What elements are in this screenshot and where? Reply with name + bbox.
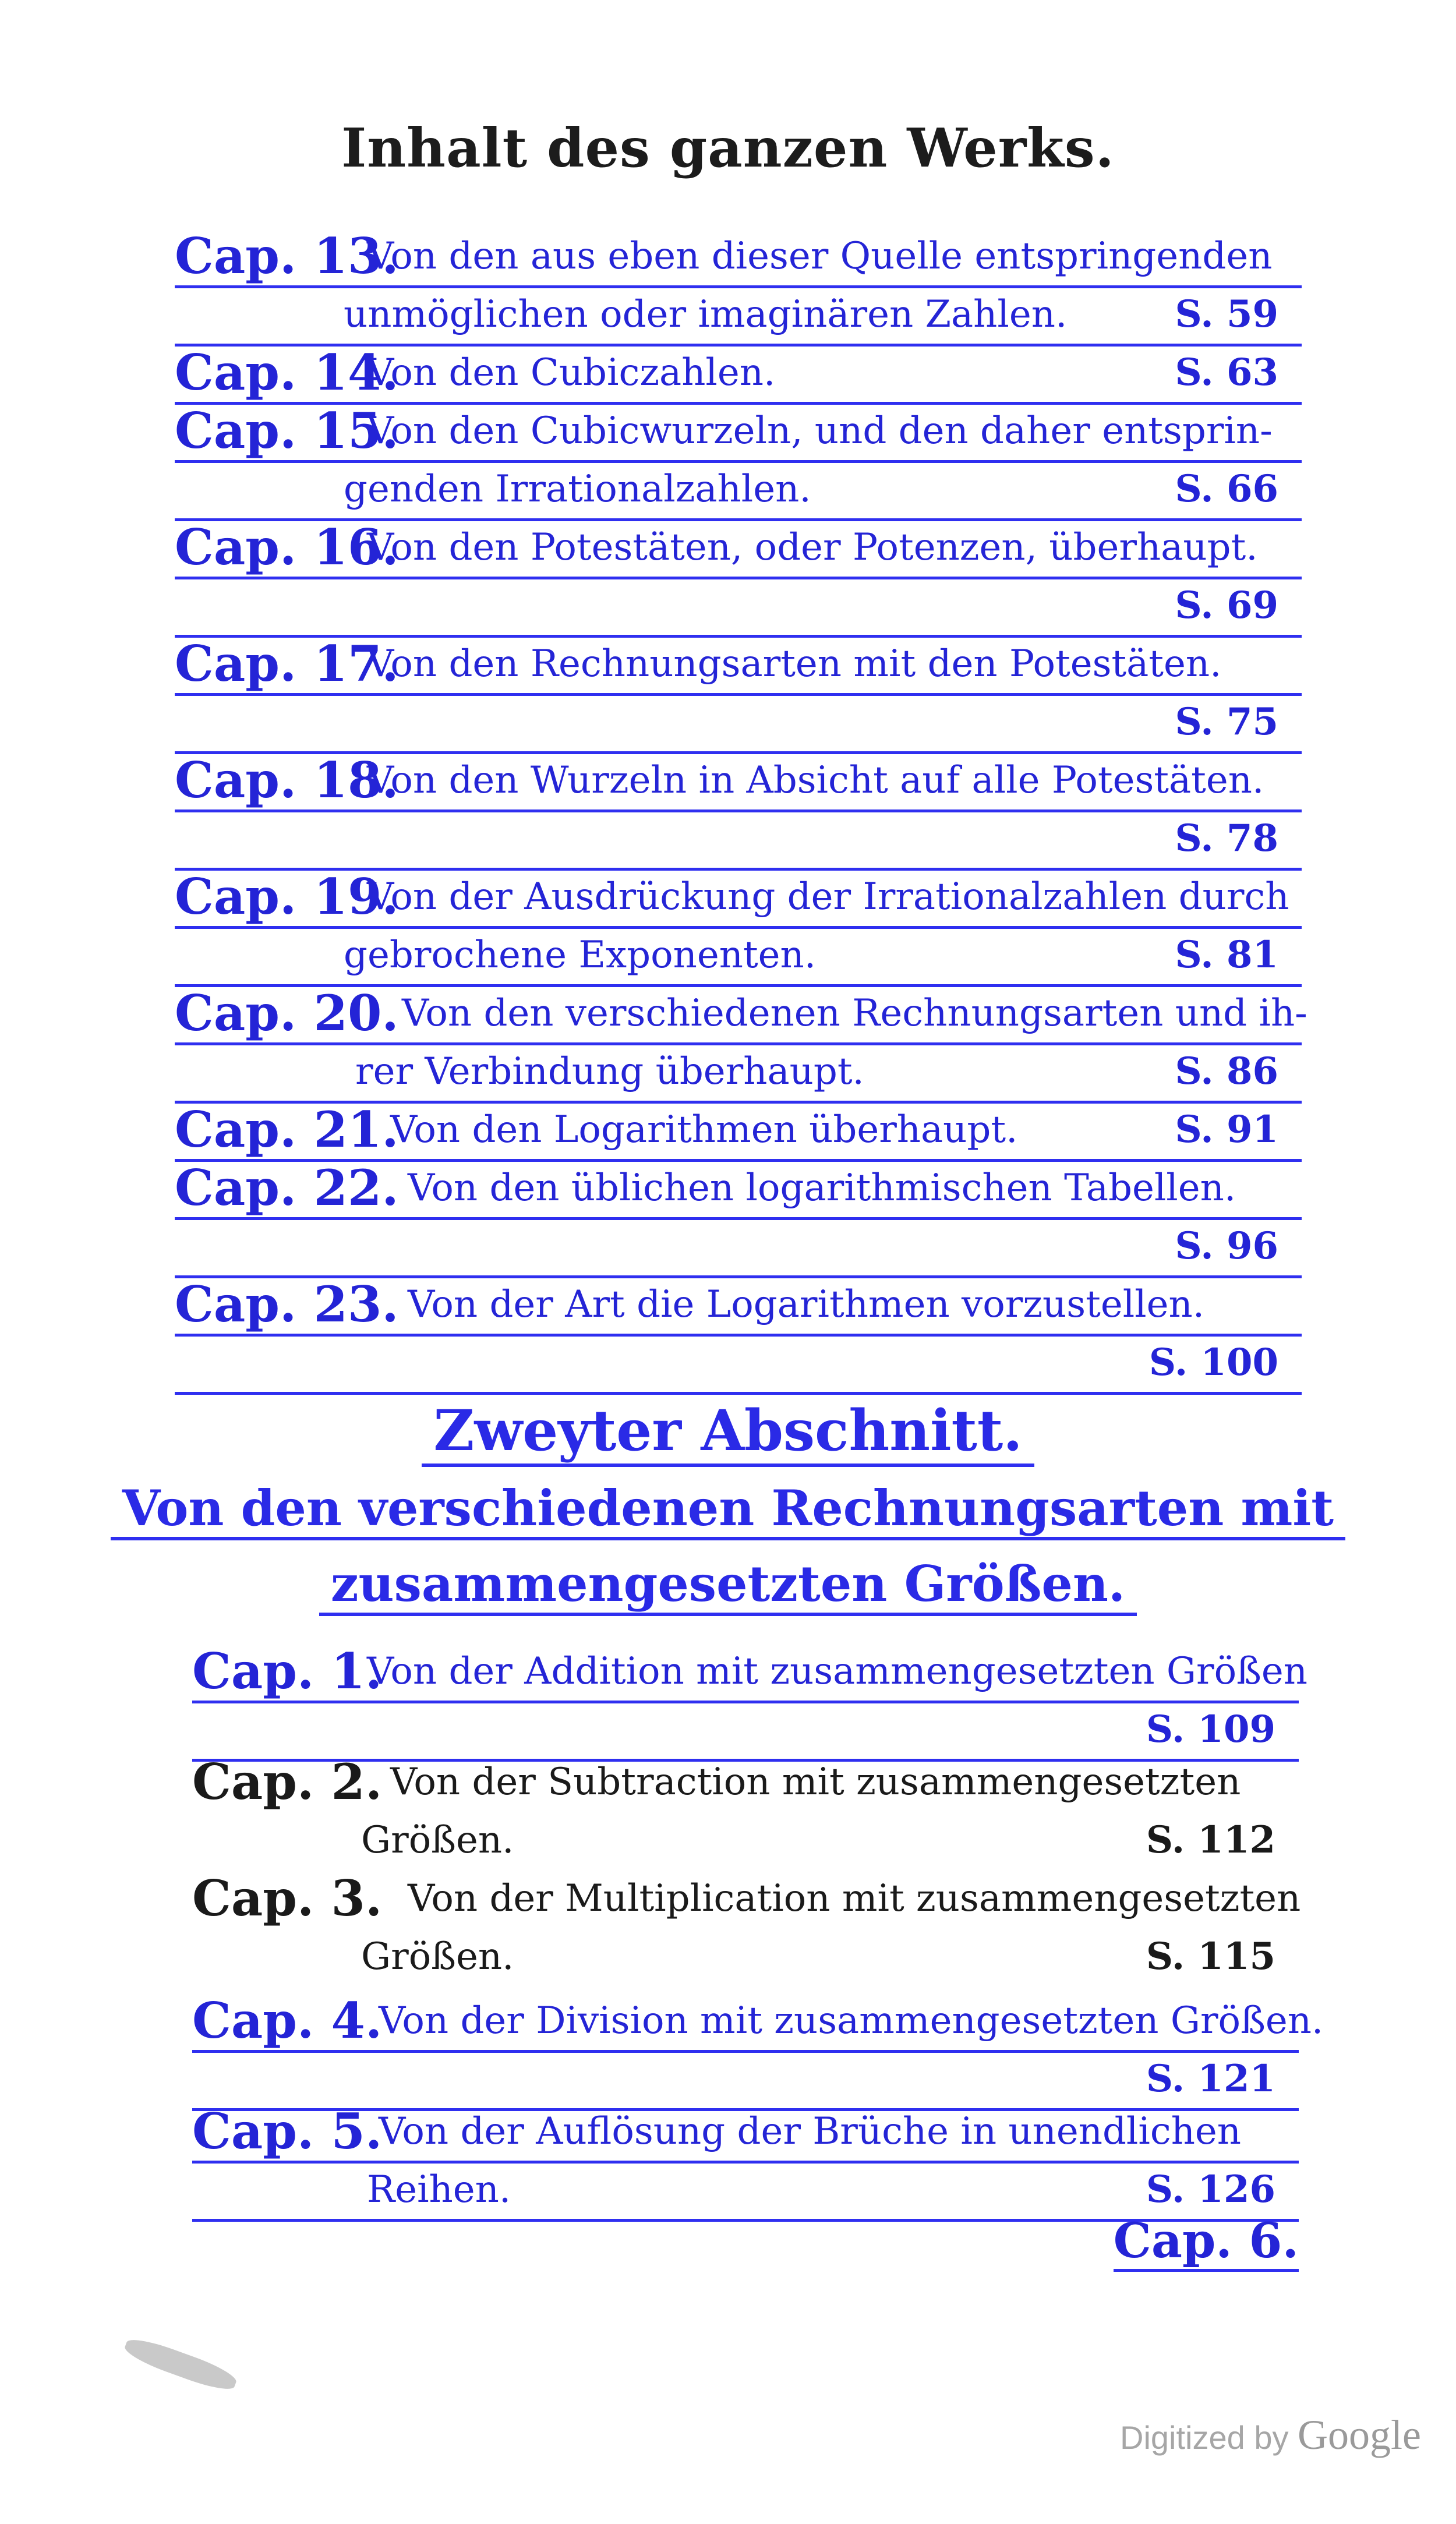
section-subtitle-line-1: Von den verschiedenen Rechnungsarten mit: [0, 1479, 1456, 1537]
chapter-title-line: genden Irrationalzahlen.: [344, 468, 811, 511]
page-reference: S. 121: [1146, 2057, 1275, 2101]
chapter-title-line: Von der Subtraction mit zusammengesetzten: [390, 1761, 1241, 1804]
chapter-title-line: Von der Auflösung der Brüche in unendlichen: [379, 2110, 1241, 2153]
chapter-number: Cap. 15.: [175, 402, 399, 459]
chapter-number: Cap. 19.: [175, 868, 399, 925]
page-reference: S. 63: [1175, 351, 1278, 394]
chapter-title-line: Von den Logarithmen überhaupt.: [390, 1108, 1018, 1151]
chapter-title-line: gebrochene Exponenten.: [344, 934, 817, 977]
chapter-number: Cap. 14.: [175, 344, 399, 401]
chapter-number: Cap. 4.: [192, 1992, 383, 2049]
chapter-number: Cap. 1.: [192, 1642, 383, 1700]
chapter-title-line: Reihen.: [367, 2168, 511, 2211]
chapter-title-line: Größen.: [361, 1819, 514, 1862]
section-subtitle-line-2: zusammengesetzten Größen.: [0, 1555, 1456, 1613]
chapter-title-line: rer Verbindung überhaupt.: [355, 1050, 864, 1093]
chapter-number: Cap. 21.: [175, 1101, 399, 1158]
chapter-number: Cap. 17.: [175, 635, 399, 692]
page-reference: S. 81: [1175, 933, 1278, 977]
chapter-number: Cap. 18.: [175, 751, 399, 809]
chapter-title-line: unmöglichen oder imaginären Zahlen.: [344, 293, 1068, 336]
section-title: Zweyter Abschnitt.: [0, 1398, 1456, 1464]
chapter-number: Cap. 13.: [175, 227, 399, 285]
chapter-title-line: Von der Division mit zusammengesetzten Größen.: [379, 1999, 1324, 2042]
chapter-title-line: Von den üblichen logarithmischen Tabellen.: [408, 1166, 1236, 1210]
chapter-title-line: Von den Wurzeln in Absicht auf alle Potestäten.: [367, 759, 1264, 802]
chapter-title-line: Von den Cubicwurzeln, und den daher entsprin-: [367, 409, 1273, 453]
chapter-title-line: Von der Multiplication mit zusammengesetzten: [408, 1877, 1301, 1920]
page-reference: S. 91: [1175, 1108, 1278, 1151]
page-reference: S. 69: [1175, 584, 1278, 627]
page-reference: S. 100: [1148, 1341, 1278, 1384]
chapter-title-line: Von den aus eben dieser Quelle entspringenden: [367, 235, 1273, 278]
page-reference: S. 109: [1146, 1708, 1275, 1751]
chapter-number: Cap. 23.: [175, 1275, 399, 1333]
running-title: Inhalt des ganzen Werks.: [341, 116, 1115, 179]
chapter-number: Cap. 5.: [192, 2102, 383, 2160]
chapter-title-line: Von den verschiedenen Rechnungsarten und ih-: [402, 992, 1307, 1035]
chapter-title-line: Von den Cubiczahlen.: [367, 351, 776, 394]
chapter-title-line: Größen.: [361, 1935, 514, 1978]
chapter-number: Cap. 3.: [192, 1869, 383, 1927]
chapter-number: Cap. 2.: [192, 1753, 383, 1811]
page-reference: S. 86: [1175, 1049, 1278, 1093]
page-reference: S. 78: [1175, 816, 1278, 860]
chapter-number: Cap. 20.: [175, 984, 399, 1042]
chapter-number: Cap. 16.: [175, 518, 399, 576]
chapter-title-line: Von der Ausdrückung der Irrationalzahlen durch: [367, 875, 1289, 918]
chapter-title-line: Von den Potestäten, oder Potenzen, überhaupt.: [367, 526, 1258, 569]
page-reference: S. 75: [1175, 700, 1278, 744]
page-reference: S. 126: [1146, 2168, 1275, 2211]
page-reference: S. 112: [1146, 1818, 1275, 1862]
chapter-title-line: Von der Art die Logarithmen vorzustellen.: [408, 1283, 1205, 1326]
page-reference: S. 115: [1146, 1935, 1275, 1978]
catchword: Cap. 6.: [1114, 2213, 1299, 2272]
page-reference: S. 96: [1175, 1224, 1278, 1268]
chapter-number: Cap. 22.: [175, 1159, 399, 1217]
google-logo: Google: [1298, 2412, 1421, 2458]
digitized-footer: Digitized by Google: [1120, 2412, 1421, 2458]
page-reference: S. 66: [1175, 467, 1278, 511]
page-reference: S. 59: [1175, 292, 1278, 336]
chapter-title-line: Von den Rechnungsarten mit den Potestäten.: [367, 642, 1222, 685]
chapter-title-line: Von der Addition mit zusammengesetzten Größen: [367, 1650, 1307, 1693]
paper-smudge: [122, 2334, 239, 2395]
